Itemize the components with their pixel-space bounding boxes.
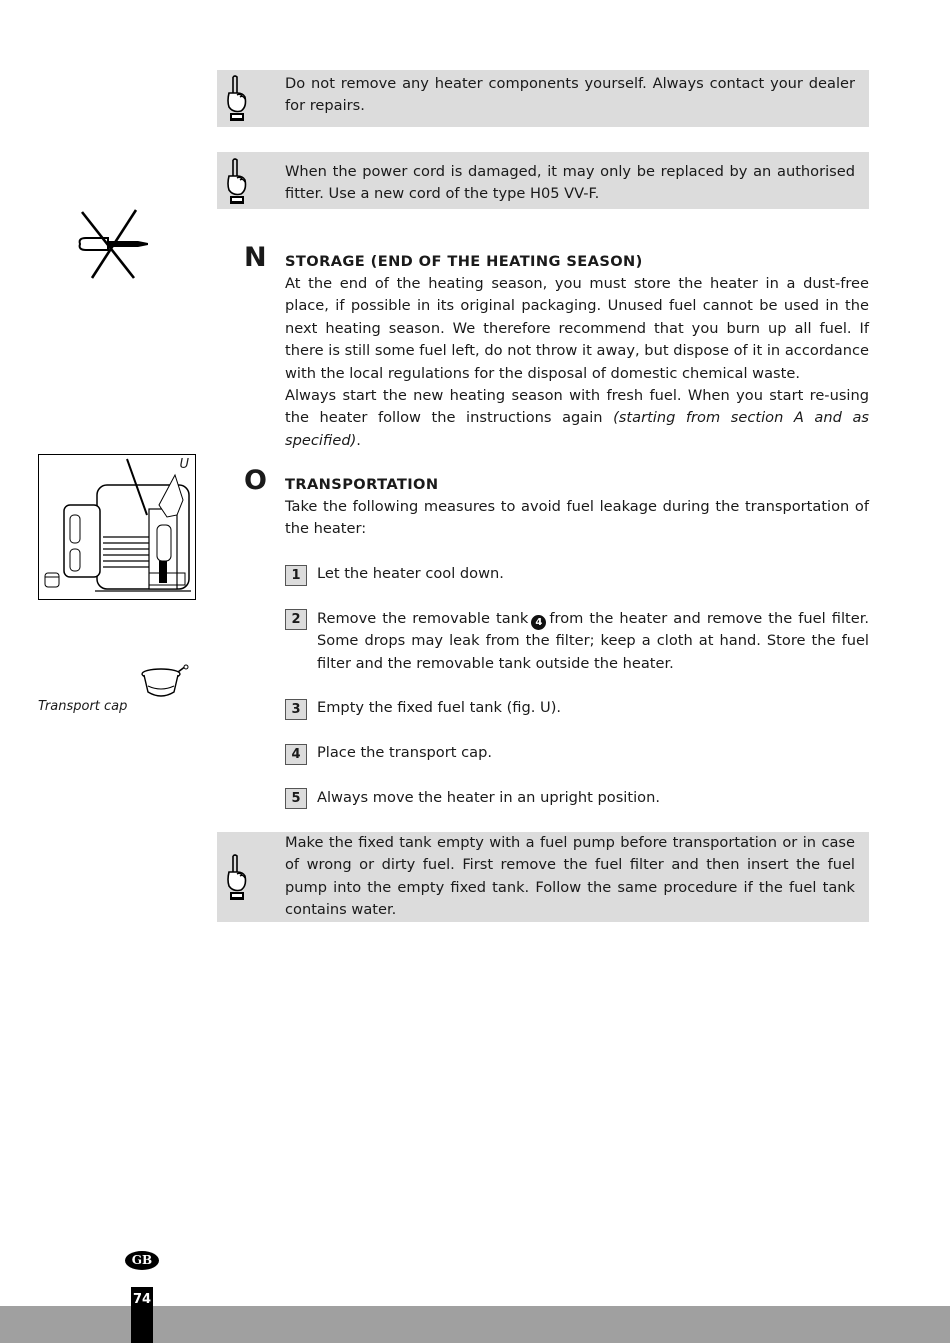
pointing-hand-icon: [223, 156, 251, 208]
figure-u-label: U: [179, 457, 189, 472]
pointing-hand-icon: [223, 852, 251, 904]
step-2-text-a: Remove the removable tank: [317, 610, 529, 627]
note-fuel-pump-text: Make the fixed tank empty with a fuel pump before transportation or in case of wrong or dirty fuel. First remove the fuel filter and then insert the fuel pump into the empty fixed tank. Follow the same procedure if the fuel tank contains water.: [285, 834, 855, 919]
pointing-hand-icon: [223, 73, 251, 125]
step-2-number: 2: [285, 609, 307, 630]
para2-main: Always start the new heating season with fresh fuel. When you start re-using the heater follow the instructions again: [285, 387, 869, 427]
section-letter-n: N: [244, 242, 267, 273]
section-o-intro: Take the following measures to avoid fuel leakage during the transportation of the heater:: [285, 498, 869, 538]
step-5-number: 5: [285, 788, 307, 809]
section-o-title: TRANSPORTATION: [285, 476, 439, 493]
step-2-text: [317, 608, 869, 675]
note-power-cord-text: When the power cord is damaged, it may only be replaced by an authorised fitter. Use a new cord of the type H05 VV-F.: [285, 163, 855, 203]
step-5-text: Always move the heater in an upright position.: [317, 789, 660, 806]
step-1-text: Let the heater cool down.: [317, 565, 504, 582]
para2-italic: (starting from section A and as specified): [285, 409, 870, 449]
step-1-number: 1: [285, 565, 307, 586]
note-power-cord: [217, 152, 869, 209]
section-n-para2: [285, 385, 869, 452]
section-n-title: STORAGE (END OF THE HEATING SEASON): [285, 253, 643, 270]
note-dealer: [217, 70, 869, 127]
transport-cap-caption: Transport cap: [38, 699, 128, 714]
step-2-text-b: from the heater and remove the fuel filter. Some drops may leak from the filter; keep a cloth at hand. Store the fuel filter and the removable tank outside the heater.: [317, 610, 869, 672]
step-3-text: Empty the fixed fuel tank (fig. U).: [317, 699, 562, 716]
language-badge: GB: [125, 1251, 159, 1270]
note-dealer-text: Do not remove any heater components yourself. Always contact your dealer for repairs.: [285, 75, 855, 115]
figure-u: [38, 454, 196, 600]
transport-cap-icon: [140, 664, 190, 704]
section-n-para1: At the end of the heating season, you must store the heater in a dust-free place, if possible in its original packaging. Unused fuel cannot be used in the next heating season. We therefore recommend that you burn up all fuel. If there is still some fuel left, do not throw it away, but dispose of it in accordance with the local regulations for the disposal of domestic chemical waste.: [285, 275, 869, 382]
part-number-badge: 4: [531, 615, 546, 630]
step-4-text: Place the transport cap.: [317, 744, 492, 761]
heater-illustration: [39, 455, 195, 599]
section-letter-o: O: [244, 465, 267, 496]
crossed-screwdriver-icon: [72, 208, 154, 282]
page-number: 74: [131, 1287, 153, 1343]
step-4-number: 4: [285, 744, 307, 765]
para2-end: .: [356, 431, 361, 449]
note-fuel-pump: [217, 832, 869, 922]
step-3-number: 3: [285, 699, 307, 720]
